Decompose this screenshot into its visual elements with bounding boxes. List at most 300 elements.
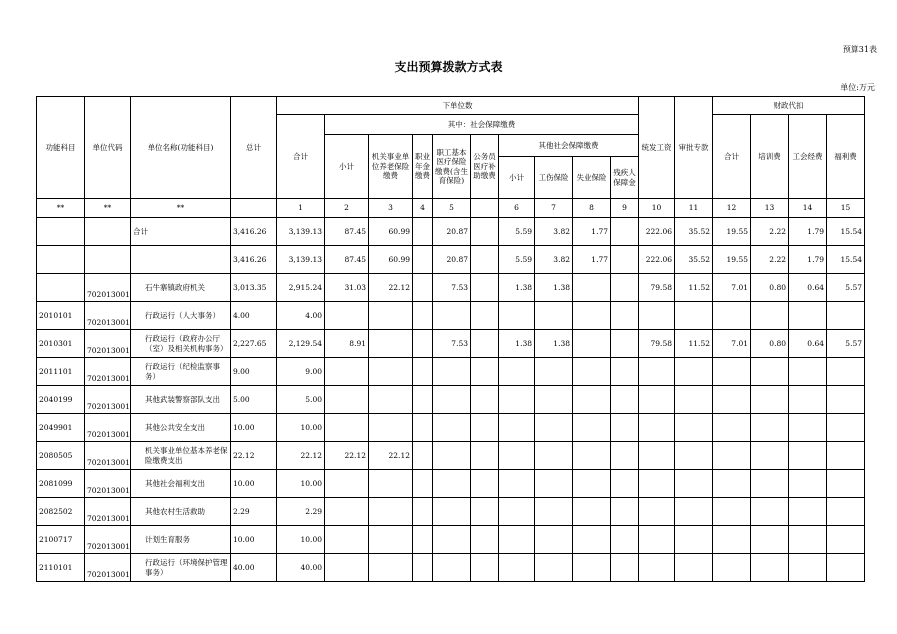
cell-c15 — [827, 554, 865, 582]
cell-c3 — [369, 526, 413, 554]
cell-c1: 4.00 — [277, 302, 325, 330]
cell-unit-name: 机关事业单位基本养老保险缴费支出 — [131, 442, 231, 470]
header-approved-special: 审批专款 — [675, 97, 713, 199]
cell-c8 — [573, 302, 611, 330]
cell-c13: 2.22 — [751, 246, 789, 274]
cell-c15: 5.57 — [827, 330, 865, 358]
cell-c6 — [499, 414, 535, 442]
table-row — [37, 526, 865, 554]
cell-c5 — [433, 302, 471, 330]
table-body — [37, 218, 865, 582]
table-row — [37, 442, 865, 470]
cell-c11 — [675, 526, 713, 554]
cell-c10 — [639, 554, 675, 582]
cell-cx — [471, 470, 499, 498]
cell-c12 — [713, 526, 751, 554]
cell-func-subject: 2010101 — [37, 302, 85, 330]
cell-c15: 5.57 — [827, 274, 865, 302]
cell-c9 — [611, 386, 639, 414]
header-other-social: 其他社会保障缴费 — [499, 135, 639, 157]
cell-c6 — [499, 358, 535, 386]
cell-unit-code: 702013001 — [85, 554, 131, 582]
cell-c12 — [713, 554, 751, 582]
cell-func-subject: 2100717 — [37, 526, 85, 554]
cell-c14 — [789, 414, 827, 442]
cell-c1: 40.00 — [277, 554, 325, 582]
header-unit-name: 单位名称(功能科目) — [131, 97, 231, 199]
cell-cx — [471, 414, 499, 442]
cell-c3 — [369, 302, 413, 330]
cell-c13 — [751, 526, 789, 554]
cell-c10 — [639, 302, 675, 330]
header-civil-medical: 公务员医疗补助缴费 — [471, 135, 499, 199]
table-row — [37, 498, 865, 526]
cell-c10: 79.58 — [639, 274, 675, 302]
header-lower-units: 下单位数 — [277, 97, 639, 115]
cell-c10 — [639, 386, 675, 414]
cell-c4 — [413, 526, 433, 554]
cell-c10 — [639, 526, 675, 554]
cell-unit-code: 702013001 — [85, 470, 131, 498]
cell-c11 — [675, 442, 713, 470]
cell-c8 — [573, 498, 611, 526]
header-unemployment: 失业保险 — [573, 157, 611, 199]
cell-c10 — [639, 414, 675, 442]
table-row — [37, 358, 865, 386]
cell-c15 — [827, 386, 865, 414]
cell-c4 — [413, 246, 433, 274]
cell-c14 — [789, 526, 827, 554]
cell-unit-code: 702013001 — [85, 274, 131, 302]
cell-c14 — [789, 386, 827, 414]
cell-cx — [471, 358, 499, 386]
cell-unit-code: 702013001 — [85, 442, 131, 470]
cell-unit-name: 行政运行（人大事务） — [131, 302, 231, 330]
cell-unit-name: 其他公共安全支出 — [131, 414, 231, 442]
cell-c8 — [573, 274, 611, 302]
cell-c5: 20.87 — [433, 246, 471, 274]
index-cell: 5 — [433, 199, 471, 218]
cell-total: 3,416.26 — [231, 218, 277, 246]
cell-c9 — [611, 218, 639, 246]
cell-c14 — [789, 442, 827, 470]
cell-c4 — [413, 218, 433, 246]
cell-c1: 5.00 — [277, 386, 325, 414]
header-subtotal: 小计 — [325, 135, 369, 199]
cell-c5 — [433, 386, 471, 414]
cell-c1: 10.00 — [277, 526, 325, 554]
cell-c15: 15.54 — [827, 246, 865, 274]
cell-c3 — [369, 554, 413, 582]
cell-c14: 0.64 — [789, 274, 827, 302]
header-annuity: 职业年金缴费 — [413, 135, 433, 199]
cell-c13 — [751, 498, 789, 526]
cell-func-subject: 2110101 — [37, 554, 85, 582]
cell-c8 — [573, 414, 611, 442]
cell-total: 4.00 — [231, 302, 277, 330]
cell-c1: 3,139.13 — [277, 218, 325, 246]
cell-c10: 222.06 — [639, 218, 675, 246]
header-pension: 机关事业单位养老保险缴费 — [369, 135, 413, 199]
cell-c13 — [751, 386, 789, 414]
cell-c11 — [675, 414, 713, 442]
cell-cx — [471, 526, 499, 554]
cell-c12: 7.01 — [713, 274, 751, 302]
cell-c7 — [535, 442, 573, 470]
cell-c6: 5.59 — [499, 218, 535, 246]
unit-label: 单位:万元 — [840, 83, 875, 92]
cell-c5 — [433, 526, 471, 554]
cell-unit-name: 合计 — [131, 218, 231, 246]
cell-c3 — [369, 330, 413, 358]
cell-c11 — [675, 386, 713, 414]
cell-c2: 87.45 — [325, 218, 369, 246]
page-title: 支出预算拨款方式表 — [394, 60, 503, 74]
index-cell: 12 — [713, 199, 751, 218]
cell-c11 — [675, 498, 713, 526]
header-unified-salary: 统发工资 — [639, 97, 675, 199]
cell-c15 — [827, 358, 865, 386]
cell-c3: 22.12 — [369, 274, 413, 302]
cell-c14 — [789, 554, 827, 582]
cell-c9 — [611, 330, 639, 358]
header-unit-code: 单位代码 — [85, 97, 131, 199]
cell-c9 — [611, 274, 639, 302]
cell-c13: 2.22 — [751, 218, 789, 246]
cell-cx — [471, 498, 499, 526]
cell-c8 — [573, 526, 611, 554]
cell-total: 3,013.35 — [231, 274, 277, 302]
cell-c10 — [639, 470, 675, 498]
cell-c7: 1.38 — [535, 274, 573, 302]
index-cell — [471, 199, 499, 218]
cell-c12 — [713, 470, 751, 498]
cell-c6 — [499, 302, 535, 330]
header-training: 培训费 — [751, 115, 789, 199]
cell-cx — [471, 302, 499, 330]
cell-c15 — [827, 442, 865, 470]
cell-cx — [471, 246, 499, 274]
table-row — [37, 554, 865, 582]
cell-unit-name — [131, 246, 231, 274]
cell-c7 — [535, 554, 573, 582]
cell-unit-name: 行政运行（环境保护管理事务） — [131, 554, 231, 582]
cell-func-subject: 2040199 — [37, 386, 85, 414]
form-number: 预算31表 — [842, 45, 877, 54]
cell-c2 — [325, 498, 369, 526]
index-cell: 6 — [499, 199, 535, 218]
cell-c13 — [751, 442, 789, 470]
cell-total: 5.00 — [231, 386, 277, 414]
cell-c4 — [413, 442, 433, 470]
cell-c12 — [713, 414, 751, 442]
index-cell: ** — [131, 199, 231, 218]
cell-unit-code: 702013001 — [85, 302, 131, 330]
cell-c8 — [573, 330, 611, 358]
cell-c4 — [413, 470, 433, 498]
cell-c4 — [413, 386, 433, 414]
cell-c12: 19.55 — [713, 246, 751, 274]
cell-c1: 2,129.54 — [277, 330, 325, 358]
index-row — [37, 199, 865, 218]
cell-c2 — [325, 414, 369, 442]
cell-c5 — [433, 414, 471, 442]
cell-c10: 79.58 — [639, 330, 675, 358]
cell-total: 10.00 — [231, 470, 277, 498]
cell-c8 — [573, 386, 611, 414]
cell-c9 — [611, 358, 639, 386]
cell-unit-code: 702013001 — [85, 498, 131, 526]
cell-c7 — [535, 414, 573, 442]
cell-c15: 15.54 — [827, 218, 865, 246]
cell-c6 — [499, 442, 535, 470]
cell-c4 — [413, 498, 433, 526]
cell-unit-code: 702013001 — [85, 386, 131, 414]
cell-c13: 0.80 — [751, 274, 789, 302]
cell-c10 — [639, 498, 675, 526]
cell-c6: 1.38 — [499, 330, 535, 358]
header-medical: 职工基本医疗保险缴费(含生育保险) — [433, 135, 471, 199]
cell-unit-name: 行政运行（政府办公厅（室）及相关机构事务） — [131, 330, 231, 358]
cell-func-subject: 2011101 — [37, 358, 85, 386]
header-union: 工会经费 — [789, 115, 827, 199]
cell-c6 — [499, 526, 535, 554]
cell-c12: 7.01 — [713, 330, 751, 358]
cell-c2 — [325, 526, 369, 554]
cell-unit-name: 其他武装警察部队支出 — [131, 386, 231, 414]
table-row — [37, 302, 865, 330]
cell-c10 — [639, 442, 675, 470]
cell-c1: 2,915.24 — [277, 274, 325, 302]
cell-c12 — [713, 442, 751, 470]
cell-c11 — [675, 302, 713, 330]
cell-c10 — [639, 358, 675, 386]
cell-c2: 8.91 — [325, 330, 369, 358]
cell-unit-code: 702013001 — [85, 330, 131, 358]
cell-total: 9.00 — [231, 358, 277, 386]
cell-c15 — [827, 498, 865, 526]
cell-c8: 1.77 — [573, 246, 611, 274]
cell-c13 — [751, 554, 789, 582]
cell-c15 — [827, 470, 865, 498]
cell-cx — [471, 218, 499, 246]
cell-c5: 7.53 — [433, 274, 471, 302]
header-total: 总计 — [231, 97, 277, 199]
cell-func-subject: 2049901 — [37, 414, 85, 442]
cell-c6 — [499, 554, 535, 582]
index-cell: 8 — [573, 199, 611, 218]
cell-unit-name: 计划生育服务 — [131, 526, 231, 554]
index-cell — [231, 199, 277, 218]
cell-unit-name: 行政运行（纪检监察事务） — [131, 358, 231, 386]
cell-c1: 2.29 — [277, 498, 325, 526]
cell-c3 — [369, 386, 413, 414]
cell-c7: 3.82 — [535, 246, 573, 274]
cell-c3 — [369, 414, 413, 442]
cell-c4 — [413, 330, 433, 358]
cell-c8 — [573, 554, 611, 582]
cell-total: 10.00 — [231, 414, 277, 442]
cell-c8 — [573, 358, 611, 386]
cell-total: 3,416.26 — [231, 246, 277, 274]
cell-c8 — [573, 442, 611, 470]
cell-c2 — [325, 358, 369, 386]
cell-func-subject — [37, 246, 85, 274]
cell-c9 — [611, 526, 639, 554]
cell-cx — [471, 386, 499, 414]
cell-cx — [471, 274, 499, 302]
index-cell: 14 — [789, 199, 827, 218]
cell-c6 — [499, 386, 535, 414]
cell-c4 — [413, 274, 433, 302]
cell-c15 — [827, 302, 865, 330]
index-cell: 2 — [325, 199, 369, 218]
cell-unit-code — [85, 218, 131, 246]
cell-c2 — [325, 554, 369, 582]
cell-unit-name: 石牛寨镇政府机关 — [131, 274, 231, 302]
cell-func-subject: 2081099 — [37, 470, 85, 498]
cell-c9 — [611, 498, 639, 526]
cell-c9 — [611, 414, 639, 442]
cell-c1: 9.00 — [277, 358, 325, 386]
cell-c7 — [535, 358, 573, 386]
cell-c3 — [369, 358, 413, 386]
header-finance-deduction: 财政代扣 — [713, 97, 865, 115]
cell-c13 — [751, 414, 789, 442]
cell-c12 — [713, 498, 751, 526]
cell-c14 — [789, 498, 827, 526]
cell-c3: 60.99 — [369, 246, 413, 274]
cell-unit-name: 其他农村生活救助 — [131, 498, 231, 526]
cell-c4 — [413, 554, 433, 582]
cell-unit-name: 其他社会福利支出 — [131, 470, 231, 498]
cell-c11 — [675, 358, 713, 386]
header-social-security: 其中：社会保障缴费 — [325, 115, 639, 135]
header-injury: 工伤保险 — [535, 157, 573, 199]
cell-func-subject: 2010301 — [37, 330, 85, 358]
cell-c11 — [675, 554, 713, 582]
cell-unit-code — [85, 246, 131, 274]
index-cell: 7 — [535, 199, 573, 218]
cell-c5 — [433, 498, 471, 526]
cell-c3 — [369, 498, 413, 526]
header-sum: 合计 — [277, 115, 325, 199]
table-row — [37, 246, 865, 274]
table-row — [37, 470, 865, 498]
cell-c15 — [827, 526, 865, 554]
cell-c2 — [325, 386, 369, 414]
cell-c14 — [789, 302, 827, 330]
cell-c7: 1.38 — [535, 330, 573, 358]
cell-c14: 1.79 — [789, 218, 827, 246]
cell-c15 — [827, 414, 865, 442]
index-cell: 11 — [675, 199, 713, 218]
cell-c10: 222.06 — [639, 246, 675, 274]
index-cell: 3 — [369, 199, 413, 218]
cell-total: 2.29 — [231, 498, 277, 526]
cell-c6: 1.38 — [499, 274, 535, 302]
index-cell: 4 — [413, 199, 433, 218]
cell-c6 — [499, 470, 535, 498]
index-cell: 13 — [751, 199, 789, 218]
cell-c8 — [573, 470, 611, 498]
cell-c5: 7.53 — [433, 330, 471, 358]
cell-c14: 1.79 — [789, 246, 827, 274]
cell-c2: 87.45 — [325, 246, 369, 274]
cell-cx — [471, 442, 499, 470]
cell-c2: 22.12 — [325, 442, 369, 470]
cell-c9 — [611, 554, 639, 582]
cell-c7: 3.82 — [535, 218, 573, 246]
cell-c4 — [413, 302, 433, 330]
cell-c2: 31.03 — [325, 274, 369, 302]
cell-c12 — [713, 358, 751, 386]
cell-c12 — [713, 302, 751, 330]
cell-c11: 35.52 — [675, 218, 713, 246]
cell-c2 — [325, 470, 369, 498]
header-other-subtotal: 小计 — [499, 157, 535, 199]
cell-c5 — [433, 554, 471, 582]
index-cell: ** — [37, 199, 85, 218]
cell-c1: 10.00 — [277, 414, 325, 442]
cell-c11: 11.52 — [675, 274, 713, 302]
cell-c7 — [535, 386, 573, 414]
cell-c12 — [713, 386, 751, 414]
cell-c5 — [433, 470, 471, 498]
cell-func-subject — [37, 218, 85, 246]
table-header — [37, 97, 865, 199]
cell-unit-code: 702013001 — [85, 414, 131, 442]
cell-c9 — [611, 302, 639, 330]
table-row — [37, 414, 865, 442]
cell-c2 — [325, 302, 369, 330]
cell-c5 — [433, 442, 471, 470]
header-fd-sum: 合计 — [713, 115, 751, 199]
index-cell: 10 — [639, 199, 675, 218]
cell-cx — [471, 330, 499, 358]
cell-c1: 3,139.13 — [277, 246, 325, 274]
table-row — [37, 386, 865, 414]
index-cell: 15 — [827, 199, 865, 218]
cell-c9 — [611, 442, 639, 470]
cell-c5 — [433, 358, 471, 386]
cell-c3: 60.99 — [369, 218, 413, 246]
header-disabled: 残疾人保障金 — [611, 157, 639, 199]
cell-func-subject: 2082502 — [37, 498, 85, 526]
cell-c14: 0.64 — [789, 330, 827, 358]
cell-c7 — [535, 470, 573, 498]
cell-func-subject — [37, 274, 85, 302]
table-row — [37, 274, 865, 302]
cell-c13 — [751, 302, 789, 330]
cell-c6 — [499, 498, 535, 526]
cell-c13 — [751, 358, 789, 386]
cell-c1: 10.00 — [277, 470, 325, 498]
cell-c6: 5.59 — [499, 246, 535, 274]
header-func-subject: 功能科目 — [37, 97, 85, 199]
cell-c5: 20.87 — [433, 218, 471, 246]
cell-c11: 35.52 — [675, 246, 713, 274]
cell-total: 40.00 — [231, 554, 277, 582]
cell-c1: 22.12 — [277, 442, 325, 470]
index-cell: 1 — [277, 199, 325, 218]
cell-total: 10.00 — [231, 526, 277, 554]
index-cell: 9 — [611, 199, 639, 218]
table-row — [37, 218, 865, 246]
index-cell: ** — [85, 199, 131, 218]
cell-total: 22.12 — [231, 442, 277, 470]
cell-c7 — [535, 302, 573, 330]
